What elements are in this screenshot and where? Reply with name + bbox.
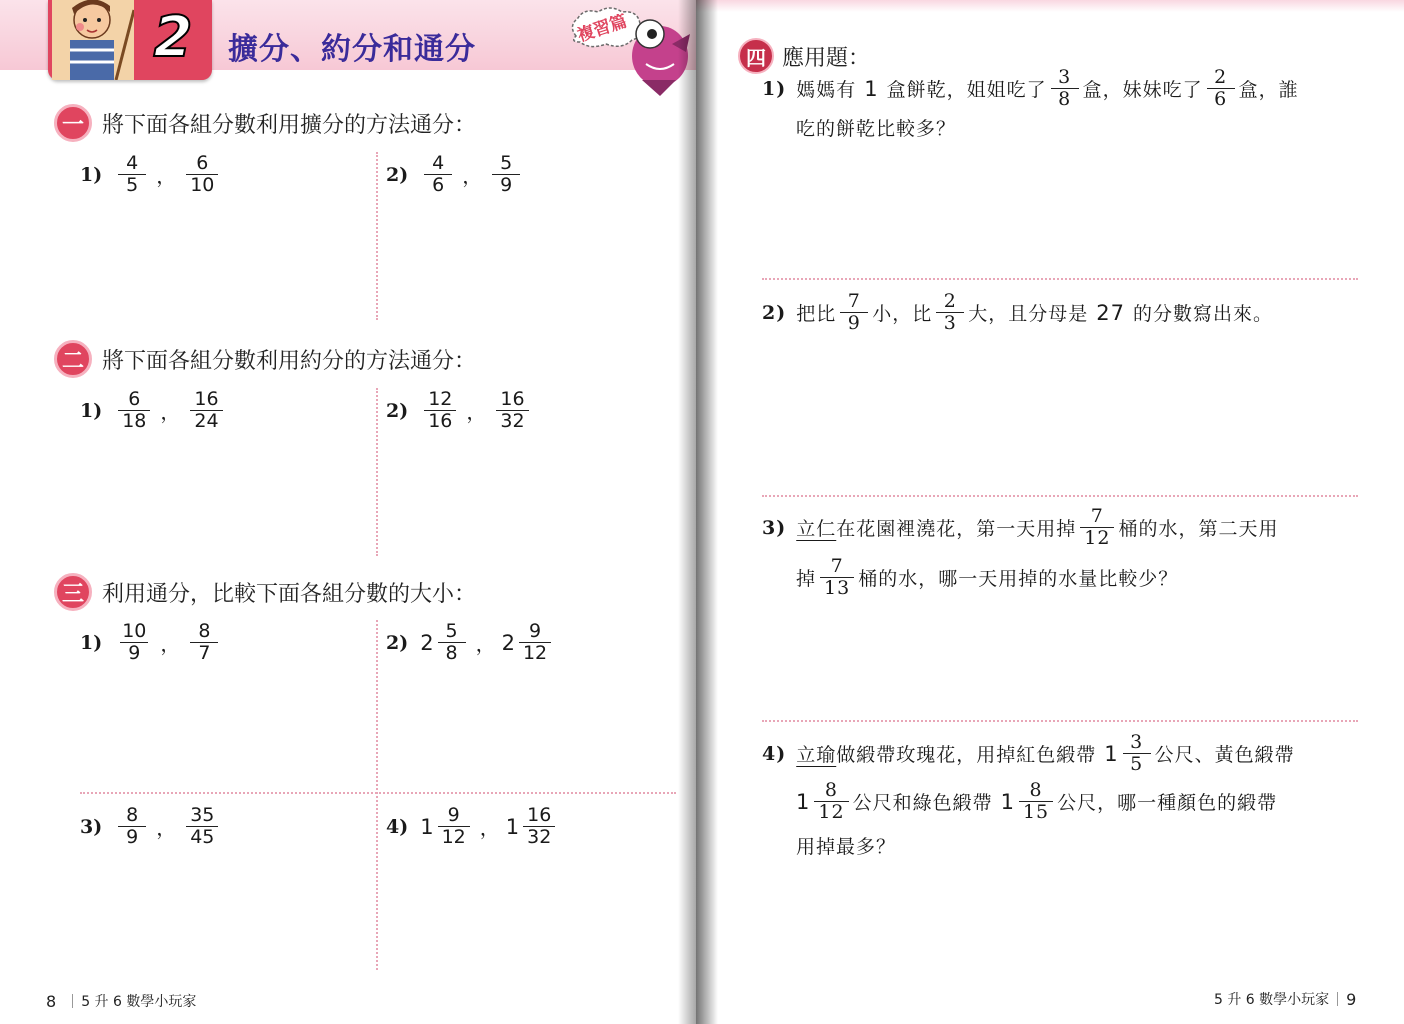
fraction: $\frac{8}{15}$: [1019, 781, 1053, 822]
fraction: $\frac{4}{5}$: [118, 154, 146, 195]
book-title: 5 升 6 數學小玩家: [81, 994, 197, 1010]
q1-line-1: [762, 68, 1299, 109]
problem-label: 2): [386, 399, 409, 422]
problem-label: 2): [386, 163, 409, 186]
text: 公尺，哪一種顏色的緞帶: [1057, 792, 1278, 814]
section-3-title: 利用通分，比較下面各組分數的大小：: [102, 581, 477, 607]
question-label: 2): [762, 301, 787, 324]
s3-problem-2: [386, 622, 555, 663]
fraction: $\frac{4}{6}$: [424, 154, 452, 195]
fraction: $\frac{8}{9}$: [118, 806, 146, 847]
fraction: $\frac{7}{9}$: [840, 292, 868, 333]
text: 做緞帶玫瑰花，用掉紅色緞帶: [836, 744, 1097, 766]
text: 公尺、黃色緞帶: [1154, 744, 1295, 766]
s2-problem-2: [386, 390, 533, 431]
text: 桶的水，第二天用: [1118, 518, 1279, 540]
separator: ，: [475, 632, 496, 656]
section-2-header: [54, 340, 476, 378]
separator: ，: [156, 164, 177, 188]
kid-illustration-icon: [52, 0, 134, 80]
problem-label: 1): [80, 163, 103, 186]
text: 的分數寫出來。: [1133, 303, 1274, 325]
divider-horizontal: [762, 278, 1358, 280]
whole-number: 1: [505, 814, 520, 839]
q4-line-1: [762, 733, 1295, 774]
chapter-number: 2: [153, 5, 193, 70]
whole-number: 2: [501, 630, 515, 655]
text: 盒，誰: [1238, 79, 1299, 101]
text: 媽媽有: [796, 79, 857, 101]
fraction: $\frac{5}{9}$: [492, 154, 520, 195]
fraction: $\frac{16}{32}$: [523, 806, 555, 847]
fraction: $\frac{16}{32}$: [496, 390, 528, 431]
fraction: $\frac{6}{18}$: [118, 390, 150, 431]
divider-horizontal: [762, 495, 1358, 497]
whole-number: 1: [1104, 741, 1119, 766]
section-1-header: [54, 104, 476, 142]
section-2-badge: 二: [54, 340, 92, 378]
q3-line-2: [796, 557, 1178, 598]
q1-line-2: 吃的餅乾比較多？: [796, 118, 957, 140]
left-page: [0, 0, 696, 1024]
book-title: 5 升 6 數學小玩家: [1214, 992, 1330, 1008]
q4-line-2: [796, 781, 1277, 822]
person-name: 立瑜: [796, 744, 837, 766]
s1-problem-2: [386, 154, 524, 195]
number: 27: [1096, 300, 1125, 325]
whole-number: 1: [1000, 789, 1015, 814]
question-label: 1): [762, 77, 787, 100]
text: 大，且分母是: [968, 303, 1089, 325]
whole-number: 1: [796, 789, 811, 814]
fraction: $\frac{9}{12}$: [519, 622, 551, 663]
text: 小，比: [872, 303, 933, 325]
s1-problem-1: [80, 154, 222, 195]
problem-label: 1): [80, 399, 103, 422]
question-label: 3): [762, 516, 787, 539]
text: 在花園裡澆花，第一天用掉: [836, 518, 1077, 540]
problem-label: 3): [80, 815, 103, 838]
text: 把比: [796, 303, 837, 325]
fraction: $\frac{2}{6}$: [1207, 68, 1235, 109]
separator: ，: [160, 632, 181, 656]
footer-left: [46, 991, 196, 1011]
chapter-title: 擴分、約分和通分: [228, 32, 476, 67]
fraction: $\frac{35}{45}$: [186, 806, 218, 847]
text: 盒，妹妹吃了: [1082, 79, 1203, 101]
q3-line-1: [762, 507, 1278, 548]
s3-problem-4: [386, 806, 559, 847]
divider-horizontal: [80, 792, 676, 794]
footer-right: [1214, 989, 1364, 1009]
text: 桶的水，哪一天用掉的水量比較少？: [858, 568, 1179, 590]
q4-line-3: 用掉最多？: [796, 836, 897, 858]
fraction: $\frac{10}{9}$: [122, 620, 147, 664]
fraction: $\frac{8}{12}$: [814, 781, 848, 822]
s3-problem-3: [80, 806, 222, 847]
fraction: $\frac{9}{12}$: [438, 806, 470, 847]
section-4-title: 應用題：: [782, 45, 871, 71]
footer-divider: [72, 994, 73, 1008]
section-3-badge: 三: [54, 573, 92, 611]
right-page: [696, 0, 1404, 1024]
book-gutter-shadow: [678, 0, 696, 1024]
whole-number: 1: [420, 814, 434, 839]
separator: ，: [156, 816, 177, 840]
divider-horizontal: [762, 720, 1358, 722]
problem-label: 2): [386, 631, 409, 654]
separator: ，: [462, 164, 483, 188]
separator: ，: [466, 400, 487, 424]
fraction: $\frac{5}{8}$: [438, 622, 466, 663]
fraction: $\frac{2}{3}$: [936, 292, 964, 333]
separator: ，: [479, 816, 500, 840]
divider-vertical: [376, 620, 378, 970]
problem-label: 4): [386, 815, 409, 838]
fraction: $\frac{12}{16}$: [424, 390, 456, 431]
fraction: $\frac{3}{8}$: [1051, 68, 1079, 109]
divider-vertical: [376, 388, 378, 556]
fraction: $\frac{8}{7}$: [190, 622, 218, 663]
text: 盒餅乾，姐姐吃了: [886, 79, 1047, 101]
number: 1: [864, 76, 879, 101]
text: 公尺和綠色緞帶: [852, 792, 993, 814]
question-label: 4): [762, 742, 787, 765]
section-3-header: [54, 573, 476, 611]
fraction: $\frac{6}{10}$: [186, 154, 218, 195]
person-name: 立仁: [796, 518, 837, 540]
footer-divider: [1337, 992, 1338, 1006]
header-band: [696, 0, 1404, 12]
fraction: $\frac{3}{5}$: [1123, 733, 1151, 774]
s3-problem-1: [80, 622, 222, 663]
separator: ，: [160, 400, 181, 424]
fraction: $\frac{7}{12}$: [1080, 507, 1114, 548]
divider-vertical: [376, 152, 378, 320]
chapter-badge: [48, 0, 212, 80]
s2-problem-1: [80, 390, 227, 431]
whole-number: 2: [420, 630, 434, 655]
fraction: $\frac{16}{24}$: [190, 390, 222, 431]
problem-label: 1): [80, 631, 103, 654]
fraction: $\frac{7}{13}$: [820, 557, 854, 598]
section-1-title: 將下面各組分數利用擴分的方法通分：: [102, 112, 477, 138]
section-2-title: 將下面各組分數利用約分的方法通分：: [102, 348, 477, 374]
section-1-badge: 一: [54, 104, 92, 142]
book-gutter-shadow: [696, 0, 718, 1024]
q2-line-1: [762, 292, 1273, 333]
text: 掉: [796, 568, 817, 590]
section-4-badge: 四: [738, 38, 774, 74]
page-number: 9: [1346, 989, 1357, 1009]
review-tag-label: 複習篇: [574, 11, 630, 47]
page-number: 8: [46, 991, 57, 1011]
